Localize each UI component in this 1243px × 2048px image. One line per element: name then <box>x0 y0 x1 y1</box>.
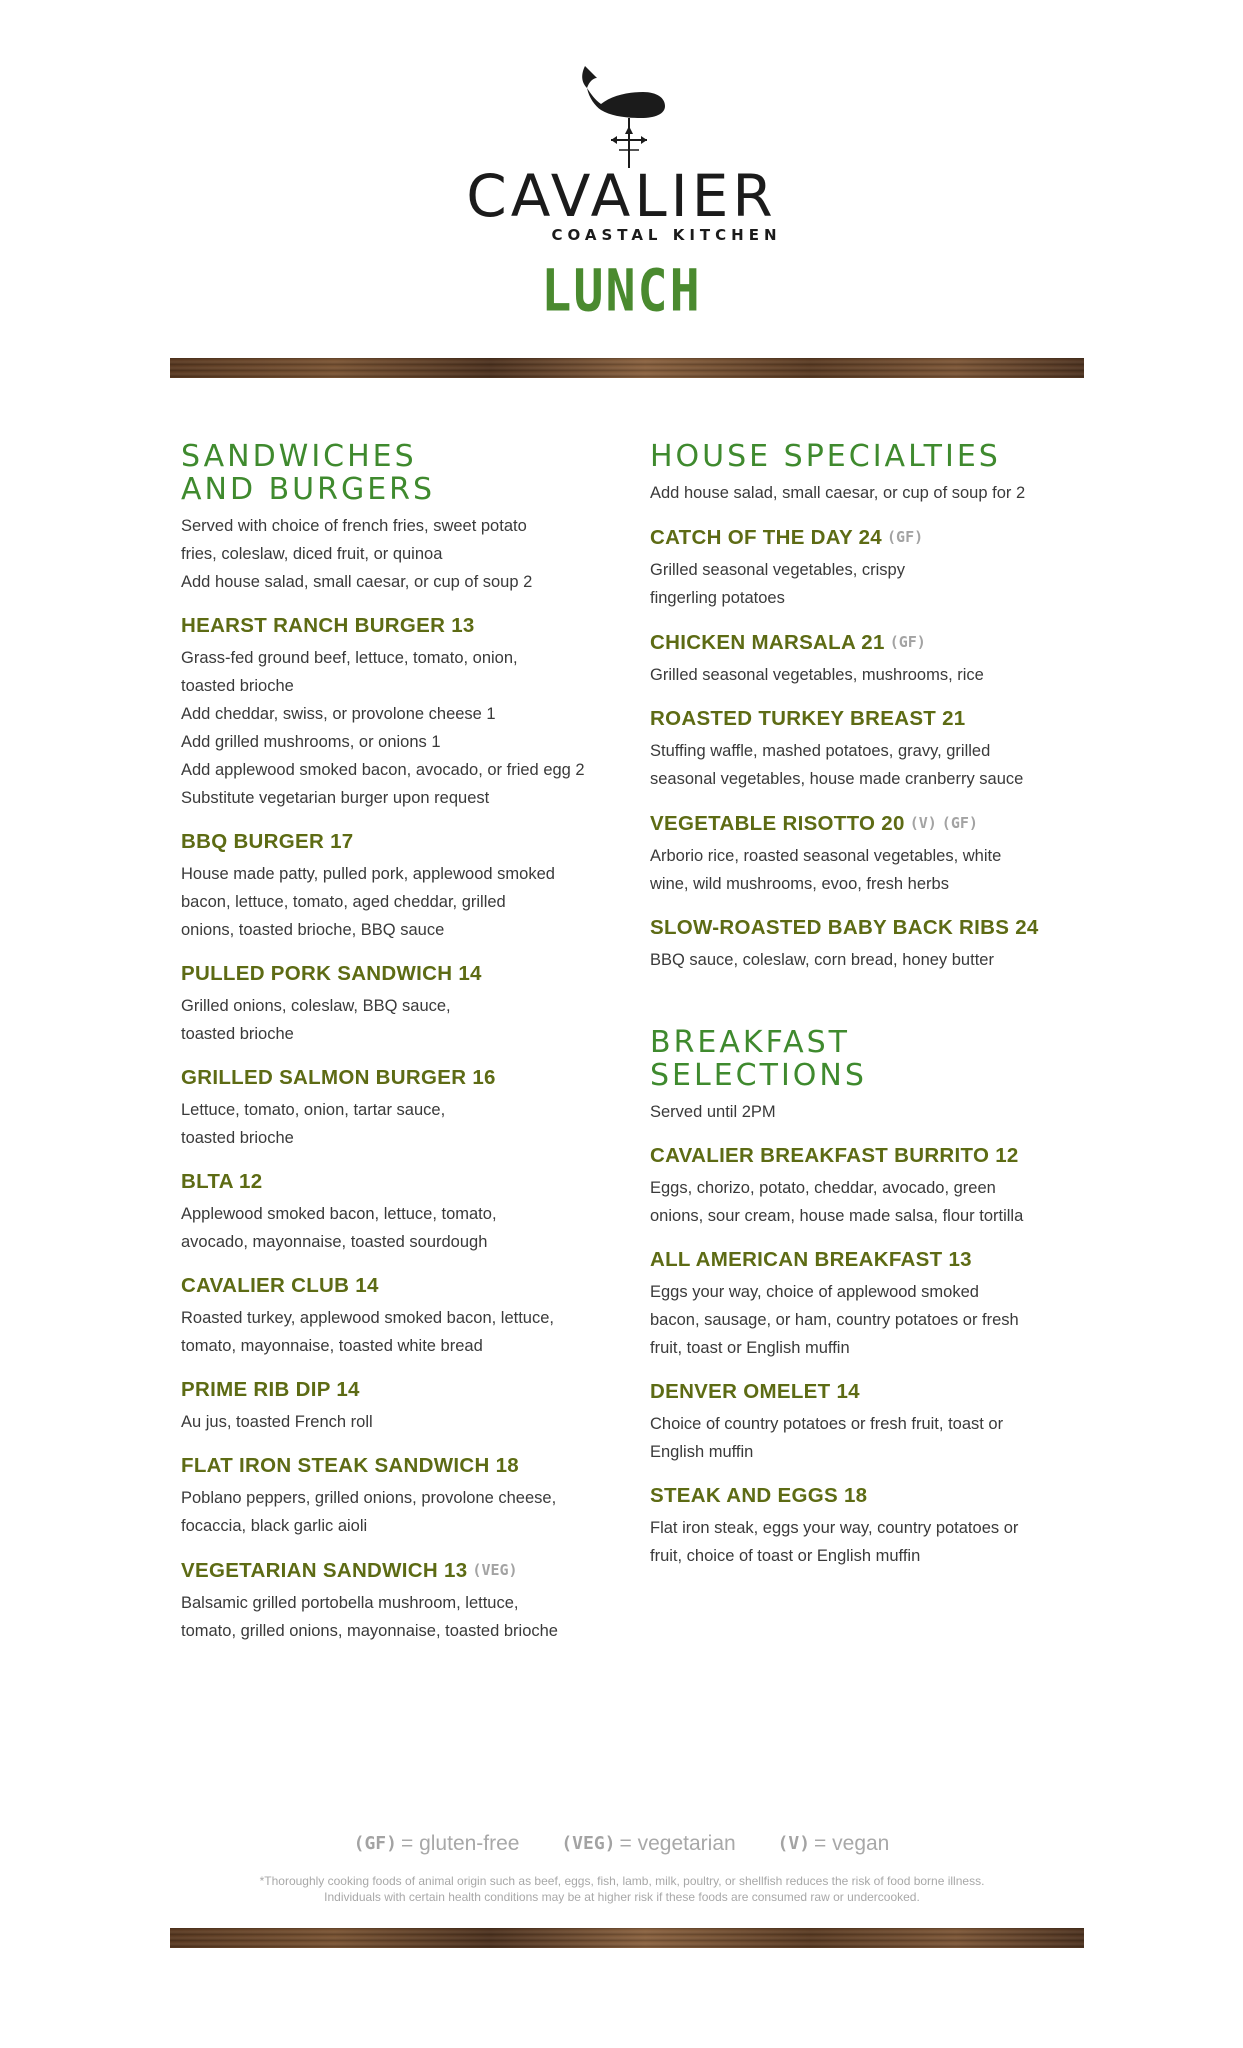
section-title-line: HOUSE SPECIALTIES <box>650 439 1001 474</box>
menu-item-desc: Flat iron steak, eggs your way, country potatoes or <box>650 1519 1019 1537</box>
section-note: Add house salad, small caesar, or cup of soup 2 <box>181 573 533 591</box>
menu-item-name: BLTA 12 <box>181 1170 263 1193</box>
whale-weathervane-icon <box>567 60 677 170</box>
menu-item <box>181 1272 621 1360</box>
menu-item-desc: Au jus, toasted French roll <box>181 1413 373 1431</box>
menu-item-name: CAVALIER CLUB 14 <box>181 1274 379 1297</box>
menu-item-desc: Balsamic grilled portobella mushroom, lettuce, <box>181 1594 519 1612</box>
brand-subtitle: COASTAL KITCHEN <box>551 226 782 244</box>
menu-item-desc: Stuffing waffle, mashed potatoes, gravy, grilled <box>650 742 991 760</box>
menu-item-desc: bacon, lettuce, tomato, aged cheddar, grilled <box>181 893 506 911</box>
menu-item <box>181 612 621 812</box>
section-note: fries, coleslaw, diced fruit, or quinoa <box>181 545 443 563</box>
logo <box>0 60 1243 325</box>
dietary-legend <box>0 1832 1243 1856</box>
menu-item-desc: toasted brioche <box>181 1025 294 1043</box>
menu-item-desc: Substitute vegetarian burger upon request <box>181 789 490 807</box>
menu-item-desc: Eggs your way, choice of applewood smoked <box>650 1283 979 1301</box>
menu-item <box>650 1142 1090 1230</box>
menu-item-desc: fingerling potatoes <box>650 589 785 607</box>
menu-item-name-row <box>650 523 1090 552</box>
menu-item-name: CAVALIER BREAKFAST BURRITO 12 <box>650 1144 1019 1167</box>
dietary-tag: (V) <box>777 1833 811 1854</box>
section-note: Add house salad, small caesar, or cup of soup for 2 <box>650 484 1026 502</box>
menu-item <box>181 1556 621 1645</box>
legend-item-gluten-free <box>354 1832 520 1855</box>
menu-item-desc: focaccia, black garlic aioli <box>181 1517 368 1535</box>
menu-item-name: HEARST RANCH BURGER 13 <box>181 614 475 637</box>
menu-item-desc: House made patty, pulled pork, applewood smoked <box>181 865 555 883</box>
wood-divider-top <box>170 358 1084 378</box>
dietary-tag: (GF) <box>889 633 926 651</box>
menu-item-name: PRIME RIB DIP 14 <box>181 1378 360 1401</box>
menu-item-name-row <box>181 1556 621 1585</box>
menu-item-desc: toasted brioche <box>181 677 294 695</box>
menu-item <box>650 1378 1090 1466</box>
menu-item-name: GRILLED SALMON BURGER 16 <box>181 1066 496 1089</box>
menu-item <box>650 1246 1090 1362</box>
menu-item <box>181 960 621 1048</box>
menu-item-desc: onions, sour cream, house made salsa, flour tortilla <box>650 1207 1024 1225</box>
legend-text: = vegan <box>814 1832 890 1855</box>
menu-item-desc: fruit, toast or English muffin <box>650 1339 850 1357</box>
dietary-tag: (GF) <box>941 814 978 832</box>
menu-item <box>181 1064 621 1152</box>
menu-item-desc: tomato, mayonnaise, toasted white bread <box>181 1337 483 1355</box>
menu-item-desc: Eggs, chorizo, potato, cheddar, avocado, green <box>650 1179 996 1197</box>
menu-item-desc: Grilled seasonal vegetables, crispy <box>650 561 905 579</box>
menu-item-desc: tomato, grilled onions, mayonnaise, toasted brioche <box>181 1622 558 1640</box>
menu-item <box>181 1452 621 1540</box>
legend-text: = gluten-free <box>400 1832 520 1855</box>
menu-item-name: STEAK AND EGGS 18 <box>650 1484 868 1507</box>
menu-item-desc: Applewood smoked bacon, lettuce, tomato, <box>181 1205 497 1223</box>
menu-item <box>181 1376 621 1436</box>
menu-item-name: CHICKEN MARSALA 21 <box>650 631 885 654</box>
disclaimer-line: *Thoroughly cooking foods of animal origin such as beef, eggs, fish, lamb, milk, poultry, or shellfish reduces the risk of food borne illness. <box>259 1874 985 1888</box>
menu-item-desc: Choice of country potatoes or fresh fruit, toast or <box>650 1415 1004 1433</box>
food-safety-disclaimer <box>180 1873 1064 1905</box>
menu-item <box>181 828 621 944</box>
menu-item <box>650 809 1090 898</box>
legend-text: = vegetarian <box>619 1832 736 1855</box>
menu-item-name-row <box>650 809 1090 838</box>
menu-item <box>650 705 1090 793</box>
dietary-tag: (GF) <box>887 528 924 546</box>
menu-item-desc: Roasted turkey, applewood smoked bacon, lettuce, <box>181 1309 554 1327</box>
brand-name: CAVALIER <box>466 162 777 230</box>
right-column <box>650 440 1090 1570</box>
menu-item <box>650 523 1090 612</box>
section-title-line: AND BURGERS <box>181 472 436 507</box>
legend-item-vegetarian <box>561 1832 735 1855</box>
dietary-tag: (GF) <box>353 1833 397 1854</box>
menu-item <box>650 914 1090 974</box>
menu-item <box>181 1168 621 1256</box>
menu-item <box>650 1482 1090 1570</box>
menu-item-name: FLAT IRON STEAK SANDWICH 18 <box>181 1454 520 1477</box>
menu-item-name: ALL AMERICAN BREAKFAST 13 <box>650 1248 972 1271</box>
section-note: Served with choice of french fries, sweet potato <box>181 517 527 535</box>
menu-item-desc: wine, wild mushrooms, evoo, fresh herbs <box>650 875 949 893</box>
menu-item-name: VEGETARIAN SANDWICH 13 <box>181 1559 468 1582</box>
menu-item-name: CATCH OF THE DAY 24 <box>650 526 883 549</box>
section-title-sandwiches <box>181 440 621 506</box>
menu-item-desc: Poblano peppers, grilled onions, provolone cheese, <box>181 1489 557 1507</box>
menu-item-desc: Add applewood smoked bacon, avocado, or fried egg 2 <box>181 761 585 779</box>
menu-item-name: SLOW-ROASTED BABY BACK RIBS 24 <box>650 916 1039 939</box>
section-title-line: BREAKFAST <box>650 1025 850 1060</box>
wood-divider-bottom <box>170 1928 1084 1948</box>
menu-item-name: DENVER OMELET 14 <box>650 1380 860 1403</box>
menu-item-name: PULLED PORK SANDWICH 14 <box>181 962 482 985</box>
menu-item-desc: Arborio rice, roasted seasonal vegetables, white <box>650 847 1002 865</box>
menu-item-desc: English muffin <box>650 1443 754 1461</box>
section-title-house-specialties <box>650 440 1090 473</box>
section-title-line: SANDWICHES <box>181 439 417 474</box>
meal-title: LUNCH <box>541 257 702 325</box>
menu-item <box>650 628 1090 689</box>
menu-item-desc: Grilled onions, coleslaw, BBQ sauce, <box>181 997 451 1015</box>
menu-item-desc: avocado, mayonnaise, toasted sourdough <box>181 1233 488 1251</box>
disclaimer-line: Individuals with certain health conditions may be at higher risk if these foods are consumed raw or undercooked. <box>324 1890 920 1904</box>
menu-item-name-row <box>650 628 1090 657</box>
section-note: Served until 2PM <box>650 1103 776 1121</box>
left-column <box>181 440 621 1645</box>
menu-item-desc: onions, toasted brioche, BBQ sauce <box>181 921 445 939</box>
menu-item-name: ROASTED TURKEY BREAST 21 <box>650 707 966 730</box>
menu-item-desc: Lettuce, tomato, onion, tartar sauce, <box>181 1101 446 1119</box>
menu-item-desc: Grilled seasonal vegetables, mushrooms, rice <box>650 666 984 684</box>
menu-item-desc: Add grilled mushrooms, or onions 1 <box>181 733 441 751</box>
dietary-tag: (VEG) <box>472 1561 518 1579</box>
menu-item-desc: BBQ sauce, coleslaw, corn bread, honey butter <box>650 951 994 969</box>
dietary-tag: (V) <box>909 814 937 832</box>
legend-item-vegan <box>778 1832 890 1855</box>
menu-item-desc: toasted brioche <box>181 1129 294 1147</box>
menu-item-desc: fruit, choice of toast or English muffin <box>650 1547 921 1565</box>
dietary-tag: (VEG) <box>561 1833 616 1854</box>
menu-item-name: VEGETABLE RISOTTO 20 <box>650 812 905 835</box>
section-title-breakfast <box>650 1026 1090 1092</box>
menu-item-desc: seasonal vegetables, house made cranberry sauce <box>650 770 1024 788</box>
menu-item-desc: bacon, sausage, or ham, country potatoes or fresh <box>650 1311 1019 1329</box>
breakfast-section <box>650 1026 1090 1570</box>
menu-item-desc: Add cheddar, swiss, or provolone cheese 1 <box>181 705 496 723</box>
menu-item-desc: Grass-fed ground beef, lettuce, tomato, onion, <box>181 649 518 667</box>
section-title-line: SELECTIONS <box>650 1058 867 1093</box>
menu-item-name: BBQ BURGER 17 <box>181 830 354 853</box>
